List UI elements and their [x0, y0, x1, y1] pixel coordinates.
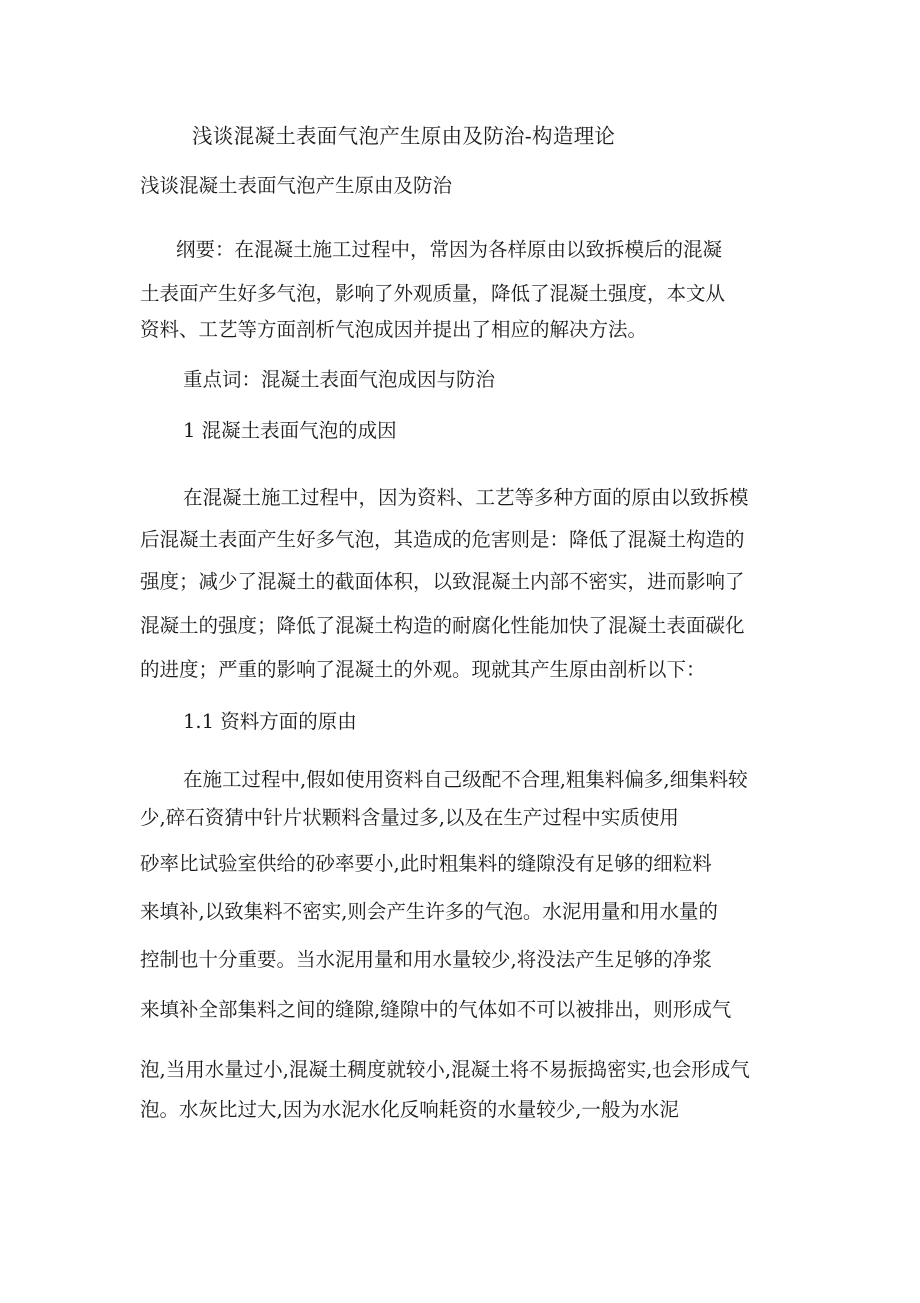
paragraph-line: 后混凝土表面产生好多气泡，其造成的危害则是：降低了混凝土构造的 [140, 528, 745, 551]
paragraph-line: 强度；减少了混凝土的截面体积，以致混凝土内部不密实，进而影响了 [140, 570, 745, 593]
abstract-line: 土表面产生好多气泡，影响了外观质量，降低了混凝土强度，本文从 [140, 282, 726, 305]
paragraph-line: 来填补,以致集料不密实,则会产生许多的气泡。水泥用量和用水量的 [140, 900, 718, 923]
paragraph-line: 混凝土的强度；降低了混凝土构造的耐腐化性能加快了混凝土表面碳化 [140, 614, 745, 637]
paragraph-line: 泡,当用水量过小,混凝土稠度就较小,混凝土将不易振捣密实,也会形成气 [140, 1058, 750, 1081]
paragraph-line: 砂率比试验室供给的砂率要小,此时粗集料的缝隙没有足够的细粒料 [140, 852, 712, 875]
document-subtitle: 浅谈混凝土表面气泡产生原由及防治 [140, 174, 453, 197]
paragraph-line: 来填补全部集料之间的缝隙,缝隙中的气体如不可以被排出，则形成气 [140, 998, 732, 1021]
abstract-line: 纲要：在混凝土施工过程中，常因为各样原由以致拆模后的混凝 [176, 238, 723, 261]
paragraph-line: 少,碎石资猜中针片状颗料含量过多,以及在生产过程中实质使用 [140, 806, 679, 829]
document-title: 浅谈混凝土表面气泡产生原由及防治-构造理论 [192, 124, 616, 148]
paragraph-line: 控制也十分重要。当水泥用量和用水量较少,将没法产生足够的净浆 [140, 948, 712, 971]
paragraph-line: 在混凝土施工过程中，因为资料、工艺等多种方面的原由以致拆模 [183, 486, 749, 509]
section-1-1-heading: 1.1 资料方面的原由 [183, 710, 357, 733]
keywords-line: 重点词：混凝土表面气泡成因与防治 [183, 368, 496, 391]
section-1-heading: 1 混凝土表面气泡的成因 [183, 419, 397, 442]
abstract-line: 资料、工艺等方面剖析气泡成因并提出了相应的解决方法。 [140, 318, 648, 341]
paragraph-line: 泡。水灰比过大,因为水泥水化反响耗资的水量较少,一般为水泥 [140, 1098, 679, 1121]
paragraph-line: 的进度；严重的影响了混凝土的外观。现就其产生原由剖析以下： [140, 658, 706, 681]
paragraph-line: 在施工过程中,假如使用资料自己级配不合理,粗集料偏多,细集料较 [183, 768, 748, 791]
